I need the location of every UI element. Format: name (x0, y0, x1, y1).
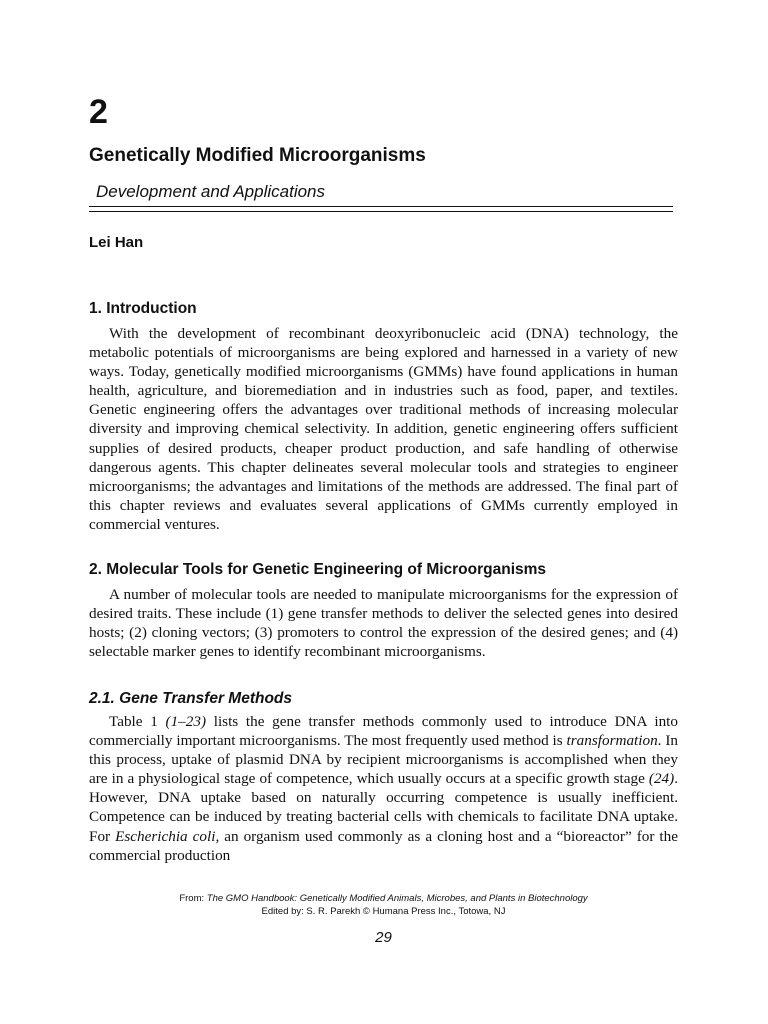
author-name: Lei Han (89, 234, 144, 251)
text-run: . However, DNA uptake based on naturally occurring competence is usually inefficient. Competence can be induced by treating bacterial cells with chemicals to facilitate DNA uptake. For (89, 770, 678, 845)
text-run: lists the gene transfer methods commonly used to introduce DNA into commercially important microorganisms. The most frequently used method is (89, 713, 678, 750)
chapter-subtitle: Development and Applications (96, 182, 326, 201)
footer-book-title: The GMO Handbook: Genetically Modified Animals, Microbes, and Plants in Biotechnology (206, 893, 588, 904)
chapter-number: 2 (89, 93, 108, 131)
chapter-title: Genetically Modified Microorganisms (89, 145, 426, 166)
reference-citation: (24) (648, 770, 675, 788)
italic-term: transformation (566, 732, 658, 750)
title-rule-thick (89, 206, 673, 207)
footer-from-label: From: (179, 893, 207, 904)
page-number: 29 (375, 929, 392, 946)
molecular-tools-paragraph: A number of molecular tools are needed to manipulate microorganisms for the expression of desired traits. These include (1) gene transfer methods to deliver the selected genes into desired hosts; (2) cloning vectors; (3) promoters to control the expression of the desired genes; and (4) selectable marker genes to identify recombinant microorganisms. (89, 586, 678, 661)
text-run: , an organism used commonly as a cloning host and a “bioreactor” for the commercial production (89, 827, 678, 864)
introduction-paragraph: With the development of recombinant deoxyribonucleic acid (DNA) technology, the metabolic potentials of microorganisms are being explored and harnessed in a variety of new ways. Today, genetically modified microorganisms (GMMs) have found applications in human health, agriculture, and bioremediation and in industries such as food, paper, and textiles. Genetic engineering offers the advantages over traditional methods of increasing molecular diversity and improving chemical selectivity. In addition, genetic engineering offers sufficient supplies of desired products, cheaper product production, and safe handling of otherwise dangerous agents. This chapter delineates several molecular tools and strategies to engineer microorganisms; the advantages and limitations of the methods are addressed. The final part of this chapter reviews and evaluates several applications of GMMs currently employed in commercial ventures. (89, 325, 678, 533)
footer-editor-line: Edited by: S. R. Parekh © Humana Press Inc., Totowa, NJ (261, 906, 506, 917)
text-run: . In this process, uptake of plasmid DNA by recipient microorganisms is accomplished when they are in a physiological stage of competence, which usually occurs at a specific growth stage (89, 732, 678, 788)
reference-citation: (1–23) (165, 713, 207, 730)
section-heading-molecular-tools: 2. Molecular Tools for Genetic Engineering of Microorganisms (89, 561, 547, 578)
species-name: Escherichia coli (115, 827, 216, 845)
gene-transfer-paragraph (89, 712, 678, 865)
title-rule-thin (89, 211, 673, 212)
section-heading-introduction: 1. Introduction (89, 300, 197, 317)
footer-source-line (89, 893, 678, 905)
text-run: Table 1 (109, 713, 166, 730)
subsection-heading-gene-transfer: 2.1. Gene Transfer Methods (89, 690, 292, 707)
